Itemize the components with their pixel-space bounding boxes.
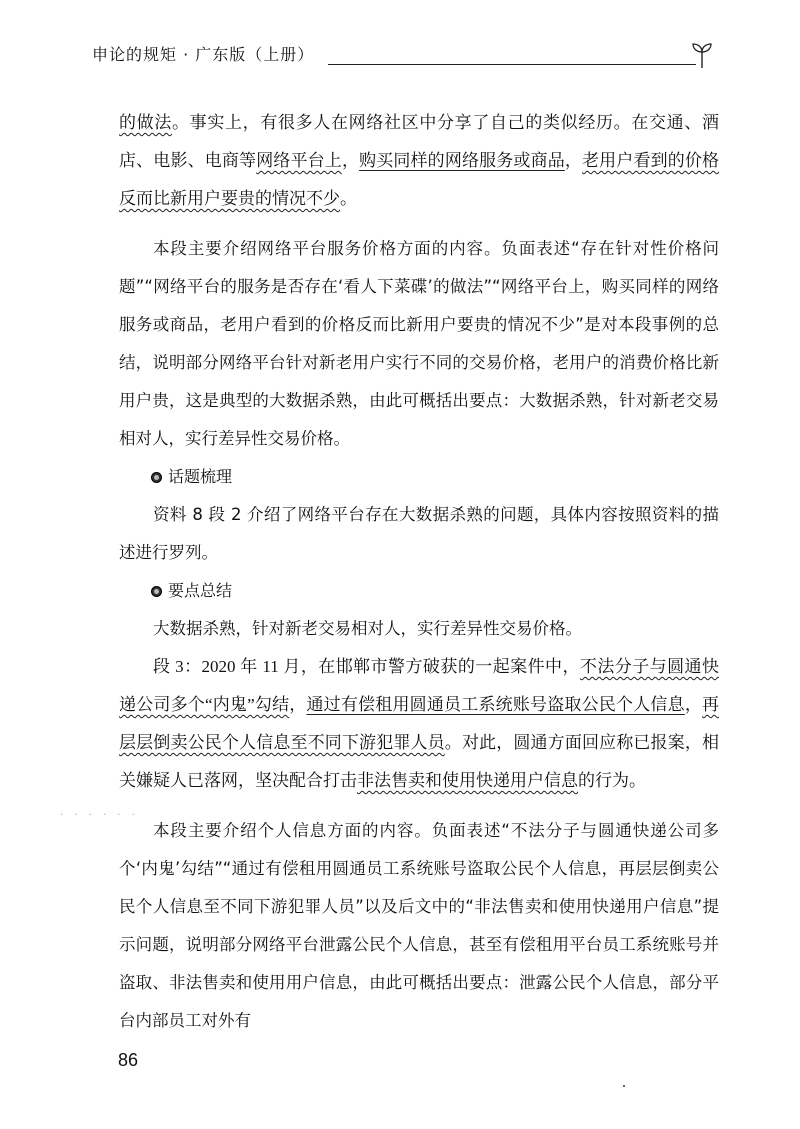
- bullet-icon: [151, 472, 162, 483]
- key-points-paragraph: 大数据杀熟，针对新老交易相对人，实行差异性交易价格。: [153, 619, 582, 638]
- plain-text: 。事实上，有很多人在网络社区中分享了自己的类似经历。在交通、酒店、电影、电商等: [119, 113, 719, 170]
- wavy-underline-text: 的做法: [119, 113, 172, 132]
- topic-review-paragraph: 资料 8 段 2 介绍了网络平台存在大数据杀熟的问题，具体内容按照资料的描述进行罗列。: [119, 505, 719, 562]
- plain-text: ，: [564, 151, 583, 170]
- underlined-text: 通过有偿租用圆通员工系统账号盗取公民个人信息: [306, 695, 685, 714]
- plain-text: 。: [340, 189, 357, 208]
- sprout-icon: [690, 40, 714, 70]
- analysis-paragraph-1: 本段主要介绍网络平台服务价格方面的内容。负面表述“存在针对性价格问题”“网络平台的服务是否存在‘看人下菜碟’的做法”“网络平台上，购买同样的网络服务或商品，老用户看到的价格反而比新用户要贵的情况不少”是对本段事例的总结，说明部分网络平台针对新老用户实行不同的交易价格，老用户的消费价格比新用户贵，这是典型的大数据杀熟，由此可概括出要点：大数据杀熟，针对新老交易相对人，实行差异性交易价格。: [119, 239, 719, 448]
- running-header: [92, 40, 712, 74]
- subheading-label: 话题梳理: [168, 467, 233, 486]
- scan-artifact-dots: · · · · · ·: [60, 810, 139, 821]
- plain-text: 段 3：2020 年 11 月，在邯郸市警方破获的一起案件中，: [153, 657, 580, 676]
- wavy-underline-text: 非法售卖和使用快递用户信息: [357, 771, 578, 790]
- wavy-underline-text: 不法分子与圆通快递公司多个“内鬼”勾结: [119, 657, 719, 714]
- subheading-topic-review: [119, 458, 719, 496]
- wavy-underline-text: 网络平台上: [256, 151, 342, 170]
- plain-text: ，: [341, 151, 360, 170]
- scan-speck: [623, 1085, 625, 1087]
- paragraph-source-3: [119, 648, 719, 800]
- paragraph-source-continued: [119, 104, 719, 218]
- plain-text: 的行为。: [578, 771, 646, 790]
- header-rule: [328, 64, 696, 65]
- plain-text: ，: [684, 695, 703, 714]
- subheading-label: 要点总结: [168, 581, 233, 600]
- analysis-paragraph-2: 本段主要介绍个人信息方面的内容。负面表述“不法分子与圆通快递公司多个‘内鬼’勾结”“通过有偿租用圆通员工系统账号盗取公民个人信息，再层层倒卖公民个人信息至不同下游犯罪人员”以及后文中的“非法售卖和使用快递用户信息”提示问题，说明部分网络平台泄露公民个人信息，甚至有偿租用平台员工系统账号并盗取、非法售卖和使用用户信息，由此可概括出要点：泄露公民个人信息，部分平台内部员工对外有: [119, 821, 719, 1030]
- subheading-key-points: [119, 572, 719, 610]
- page-body: [119, 104, 719, 1040]
- plain-text: ，: [289, 695, 307, 714]
- bullet-icon: [151, 586, 162, 597]
- underlined-text: 购买同样的网络服务或商品: [359, 151, 565, 170]
- header-title: 申论的规矩 · 广东版（上册）: [92, 45, 315, 64]
- page-number: 86: [118, 1050, 139, 1070]
- plain-text: 。对此，圆通方面回应称已报案，相关嫌疑人已落网，坚决配合打击: [119, 733, 720, 790]
- wavy-underline-text: 老用户看到的价格反而比新用户要贵的情况不少: [119, 151, 720, 208]
- wavy-underline-text: 再层层倒卖公民个人信息至不同下游犯罪人员: [119, 695, 720, 752]
